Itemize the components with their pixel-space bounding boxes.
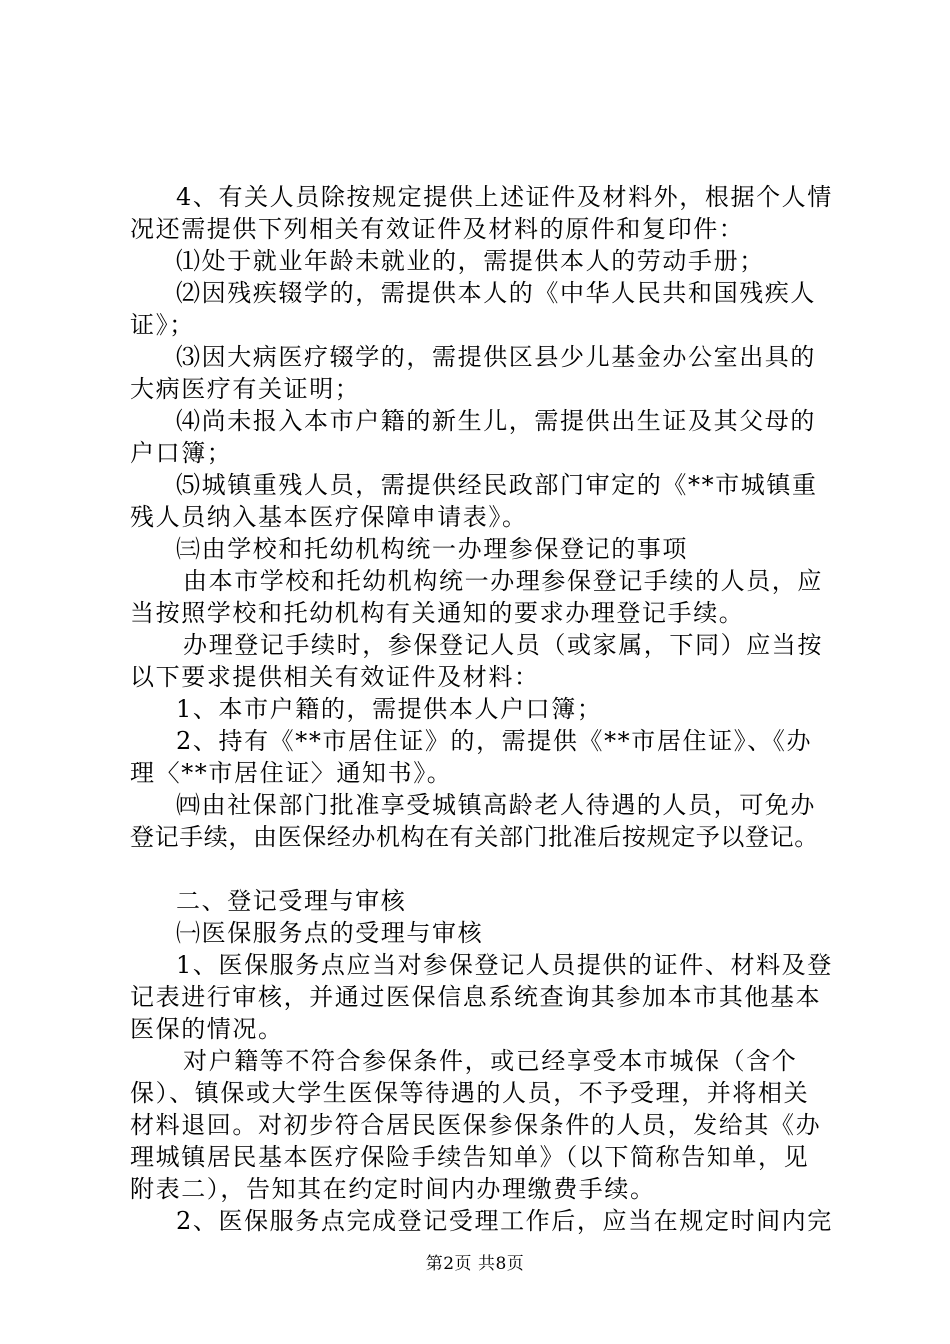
text-line: 由本市学校和托幼机构统一办理参保登记手续的人员，应 — [183, 567, 823, 595]
section-heading: ㈣由社保部门批准享受城镇高龄老人待遇的人员，可免办 — [176, 791, 816, 819]
text-line: 4、有关人员除按规定提供上述证件及材料外，根据个人情 — [176, 183, 833, 211]
text-line: 残人员纳入基本医疗保障申请表》。 — [130, 503, 528, 531]
text-line: 医保的情况。 — [130, 1015, 284, 1043]
text-line: 记表进行审核，并通过医保信息系统查询其参加本市其他基本 — [130, 983, 822, 1011]
section-heading: ㈢由学校和托幼机构统一办理参保登记的事项 — [176, 535, 688, 563]
text-line: 对户籍等不符合参保条件，或已经享受本市城保（含个 — [183, 1047, 798, 1075]
text-line: 理〈**市居住证〉通知书》。 — [130, 759, 453, 787]
text-line: 以下要求提供相关有效证件及材料： — [130, 663, 540, 691]
text-line: 1、本市户籍的，需提供本人户口簿； — [176, 695, 603, 723]
text-line: ⑷尚未报入本市户籍的新生儿，需提供出生证及其父母的 — [176, 407, 816, 435]
section-heading: ㈠医保服务点的受理与审核 — [176, 919, 484, 947]
text-line: ⑵因残疾辍学的，需提供本人的《中华人民共和国残疾人 — [176, 279, 816, 307]
text-line: 理城镇居民基本医疗保险手续告知单》（以下简称告知单，见 — [130, 1143, 810, 1171]
text-line: 当按照学校和托幼机构有关通知的要求办理登记手续。 — [130, 599, 745, 627]
text-line: 户口簿； — [130, 439, 233, 467]
text-line: 况还需提供下列相关有效证件及材料的原件和复印件： — [130, 215, 745, 243]
text-line: ⑴处于就业年龄未就业的，需提供本人的劳动手册； — [176, 247, 765, 275]
text-line: 材料退回。对初步符合居民医保参保条件的人员，发给其《办 — [130, 1111, 822, 1139]
text-line: 办理登记手续时，参保登记人员（或家属，下同）应当按 — [183, 631, 823, 659]
text-line: 证》； — [130, 311, 195, 339]
section-heading: 二、登记受理与审核 — [176, 887, 407, 915]
text-line: 附表二），告知其在约定时间内办理缴费手续。 — [130, 1175, 656, 1203]
text-line: 登记手续，由医保经办机构在有关部门批准后按规定予以登记。 — [130, 823, 819, 851]
text-line: 1、医保服务点应当对参保登记人员提供的证件、材料及登 — [176, 951, 833, 979]
text-line: 2、持有《**市居住证》的，需提供《**市居住证》、《办 — [176, 727, 813, 755]
text-line: 大病医疗有关证明； — [130, 375, 361, 403]
page-number-footer: 第2页 共8页 — [425, 1254, 525, 1274]
text-line: 2、医保服务点完成登记受理工作后，应当在规定时间内完 — [176, 1207, 833, 1235]
text-line: 保）、镇保或大学生医保等待遇的人员，不予受理，并将相关 — [130, 1079, 810, 1107]
text-line: ⑸城镇重残人员，需提供经民政部门审定的《**市城镇重 — [176, 471, 818, 499]
text-line: ⑶因大病医疗辍学的，需提供区县少儿基金办公室出具的 — [176, 343, 816, 371]
